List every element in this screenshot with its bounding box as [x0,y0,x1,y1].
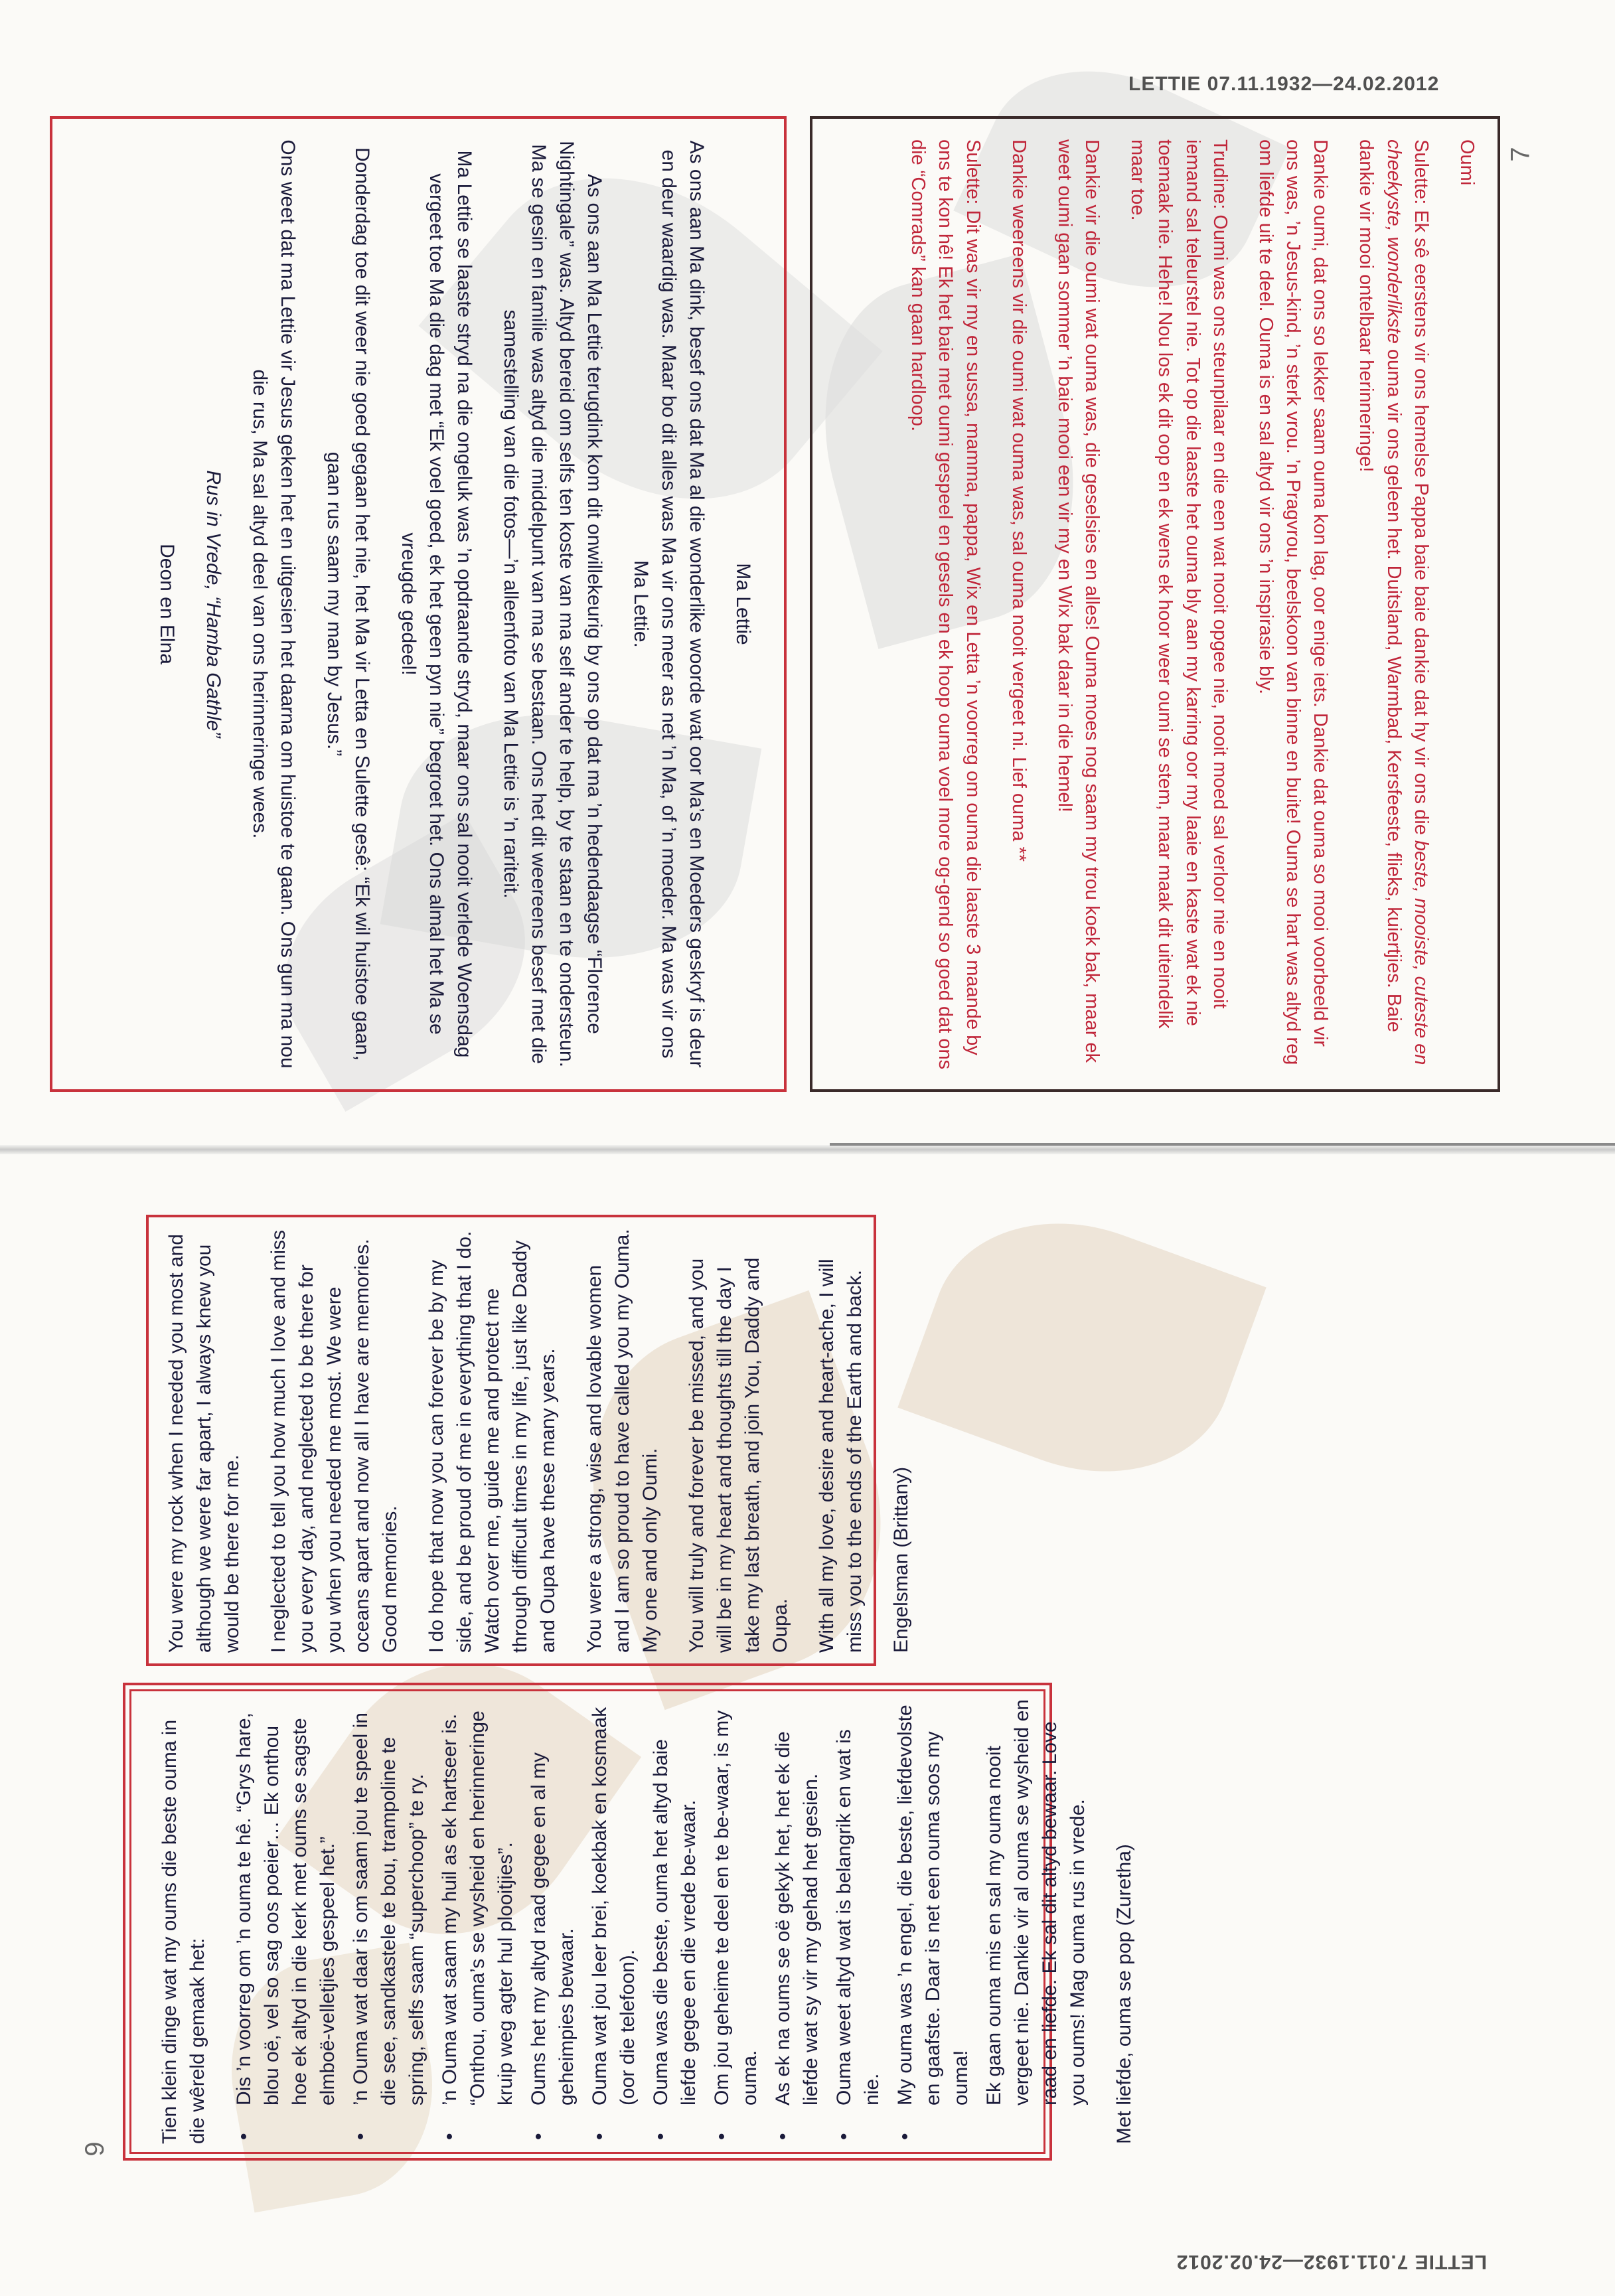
ma-lettie-p5: Ons weet dat ma Lettie vir Jesus geken het en uitgesien het daarna om huistoe te gaan. Ons gun ma nou die rus, Ma sal altyd deel van ons herinneringe wees. [249,139,299,1069]
brittany-p1: You were my rock when I needed you most and although we were far apart, I always knew you would be there for me. [165,1234,243,1653]
oumi-p5: Dankie weereens vir die oumi wat ouma was, sal ouma nooit vergeet ni. Lief ouma ** [1008,139,1030,862]
list-item: • Ouma wat jou leer brei, koekbak en kosmaak (oor die telefoon). [586,1693,642,2105]
ma-lettie-title: Ma Lettie [732,563,754,645]
list-item: • As ek na oums se oë gekyk het, het ek die liefde wat sy vir my gehad het gesien. [769,1693,825,2105]
zuretha-intro: Tien klein dinge wat my oums die beste ouma in die wêreld gemaak het: [159,1719,208,2144]
brittany-p2: I neglected to tell you how much I love and miss you every day, and neglected to be there for you when you needed me most. We were oceans apart and now all I have are memories. Good memories. [268,1229,401,1653]
brittany-p3: I do hope that now you can forever be by my side, and be proud of me in everything that I do. Watch over me, guide me and protect me through difficult times in my life, just like Daddy and Oupa have these many years. [425,1231,559,1653]
page-number-top: 7 [1505,147,1535,162]
list-item: • Ouma weet altyd wat is belangrik en wat is nie. [830,1693,886,2105]
ma-lettie-closing: Rus in Vrede, “Hamba Gathle” [202,470,224,738]
zuretha-tail: Ek gaan ouma mis en sal my ouma nooit vergeet nie. Dankie vir al ouma se wysheid en raad en liefde. Ek sal dit altyd bewaar. Love you oums! Mag ouma rus in vrede. [983,1699,1089,2105]
leaf-decoration [897,1183,1266,1512]
page-fold [0,1145,1615,1154]
list-item: • Oums het my altyd raad gegee en al my geheimpies bewaar. [525,1693,581,2105]
oumi-trudine: Trudine: Oumi was ons steunpilaar en die een wat nooit opgee nie, nooit moed sal verloor nie en nooit iemand sal teleurstel nie. Tot op die laaste het ouma bly aan my karring oor my laaie en kaste wat ek nie toemaak nie. Hehe! Nou los ek dit oop en ek wens ek hoor weer oumi se stem, maar maak dit uiteindelik maar toe. [1127,139,1231,1029]
oumi-sulette-1 [1352,139,1434,1075]
oumi-p2: Dankie oumi, dat ons so lekker saam ouma kon lag, oor enige iets. Dankie dat ouma so mooi voorbeeld vir ons was, ’n Jesus-kind, ’n sterk vrou. ’n Pragvrou, beelskoon van binne en buite! Ouma se hart was altyd reg om liefde uit te deel. Ouma is en sal altyd vir ons ’n inspirasie bly. [1255,139,1332,1065]
oumi-sulette-2: Sulette: Dit was vir my en sussa, mamma, pappa, Wix en Letta ’n voorreg om ouma die laaste 3 maande by ons te kon hê! Ek het baie met oumi gespeel en gesels en ek hoop ouma voel more og-gend so goed dat ons die “Comrads” kan gaan hardloop. [907,139,984,1069]
zuretha-column [156,1693,1135,2144]
ma-lettie-p4: Donderdag toe dit weer nie goed gegaan het nie, het Ma vir Letta en Sulette gesê: “Ek wil huistoe gaan, gaan rus saam my man by Jesus.” [323,147,373,1061]
ma-lettie-signature: Deon en Elna [156,544,178,664]
running-header-top: LETTIE 07.11.1932—24.02.2012 [1128,73,1440,95]
list-item: • Dis ’n voorreg om ’n ouma te hê. “Grys hare, blou oë, vel so sag oos poeier… Ek onthou hoe ek altyd in die kerk met oums se sagste elmboë-velletjies gespeel het.” [230,1693,342,2105]
list-item: • My ouma was ’n engel, die beste, liefdevolste en gaafste. Daar is net een ouma soos my ouma! [891,1693,975,2105]
brittany-p5: You will truly and forever be missed, and you will be in my heart and thoughts till the day I take my last breath, and join You, Daddy and Oupa. [686,1257,791,1653]
list-item: • Om jou geheime te deel en te be-waar, is my ouma. [708,1693,764,2105]
fold-shadow [830,1143,1615,1146]
zuretha-list [230,1693,975,2144]
oumi-s1-c: ouma vir ons geleen het. Duitsland, Warmbad, Kersfeeste, flieks, kuiertjies. Baie dankie vir mooi ontelbaar herinneringe! [1355,139,1405,1032]
zuretha-signoff: Met liefde, ouma se pop (Zuretha) [1113,1844,1135,2144]
oumi-title: Oumi [1456,139,1478,186]
oumi-s1-italic: beste, mooiste, cuteste en cheekyste, wonderlikste [1383,139,1432,1065]
list-item: • ’n Ouma wat daar is om saam jou te speel in die see, sandkastele te bou, trampoline te spring, selfs saam “superchoop” te ry. [347,1693,431,2105]
brittany-p4: You were a strong, wise and lovable women and I am so proud to have called you my Ouma. My one and only Oumi. [583,1229,661,1653]
page-number-bottom: 6 [79,2141,109,2157]
ma-lettie-p2: As ons aan Ma Lettie terugdink kom dit onwillekeurig by ons op dat ma ’n hedendaagse “Florence Nightingale” was. Altyd bereid om selfs ten koste van ma self ander te help, by te staan en te ondersteun. Ma se gesin en familie was altyd die middelpunt van ma se bestaan. Ons het dit weereens besef met die samestelling van die fotos—’n alleenfoto van Ma Lettie is ’n rariteit. [500,141,605,1067]
brittany-p6: With all my love, desire and heart-ache, I will miss you to the ends of the Earth and back. [816,1259,866,1653]
brittany-column [163,1228,912,1653]
list-item: • ’n Ouma wat saam my huil as ek hartseer is. “Onthou, ouma’s se wysheid en herinneringe kruip weg agter hul plooitjies”. [436,1693,520,2105]
oumi-text [830,139,1480,1075]
running-header-bottom: LETTIE 7.011.1932—24.02.2012 [1176,2251,1487,2273]
brittany-signature: Engelsman (Brittany) [890,1466,912,1653]
oumi-p4: Dankie vir die oumi wat ouma was, die geselsies en alles! Ouma moes nog saam my trou koek bak, maar ek weet oumi gaan sommer ’n baie mooi een vir my en Wix bak daar in die hemel! [1053,139,1103,1063]
ma-lettie-p1: As ons aan Ma dink, besef ons dat Ma al die wonderlike woorde wat oor Ma’s en Moeders geskryf is deur en deur waardig was. Maar bo dit alles was Ma vir ons meer as net ’n Ma, of ’n moeder. Ma was vir ons Ma Lettie. [630,140,708,1068]
list-item: • Ouma was die beste, ouma het altyd baie liefde gegee en die vrede be-waar. [647,1693,703,2105]
ma-lettie-p3: Ma Lettie se laaste stryd na die ongeluk was ’n opdraande stryd, maar ons sal nooit verlede Woensdag vergeet toe Ma die dag met “Ek voel goed, ek het geen pyn nie” begroet het. Ons almal het Ma se vreugde gedeel! [398,150,475,1058]
ma-lettie-text [66,136,757,1072]
oumi-s1-a: Sulette: Ek sê eerstens vir ons hemelse Pappa baie baie dankie dat hy vir ons die [1410,139,1432,840]
